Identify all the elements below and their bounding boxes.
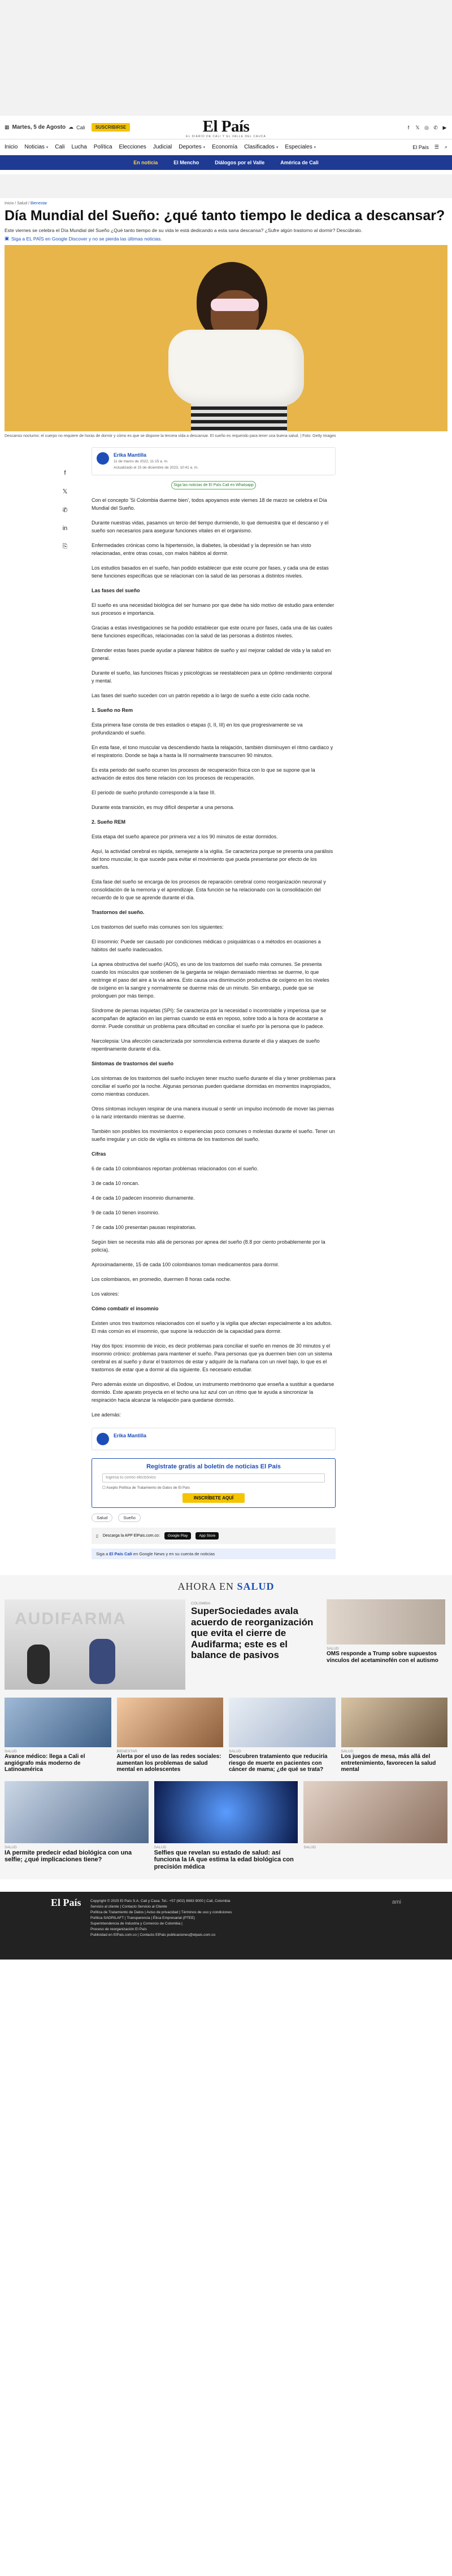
article-paragraph: Otros síntomas incluyen respirar de una manera inusual o sentir un impulso incómodo de mover las piernas o la nariz intentando mientras se duerme. bbox=[92, 1106, 334, 1119]
facebook-share-icon[interactable]: f bbox=[64, 470, 66, 476]
author-name[interactable]: Erika Mantilla bbox=[114, 1433, 147, 1438]
footer-line[interactable]: Política SAGRILAFT | Transparencia | Ética Empresarial (PTEE) bbox=[90, 1916, 195, 1921]
article-paragraph: Enfermedades crónicas como la hipertensión, la diabetes, la obesidad y la depresión se han visto relacionadas, entre otras cosas, con malos hábitos al dormir. bbox=[92, 543, 311, 556]
related-card bbox=[303, 1781, 447, 1871]
footer-logo[interactable]: El País bbox=[51, 1897, 81, 1909]
app-download-bar bbox=[92, 1528, 336, 1544]
article-paragraph: Gracias a estas investigaciones se ha podido establecer que este ocurre por fases, cada una de las cuales tiene funciones específicas, relacionadas con la salud de las personas a distintos niveles. bbox=[92, 625, 333, 638]
person-shape bbox=[89, 1639, 115, 1684]
article-paragraph: Aquí, la actividad cerebral es rápida, semejante a la vigilia. Se caracteriza porque se presenta una parálisis del tono muscular, lo que sucede para evitar el movimiento que pueda presentarse por efecto de los sueños. bbox=[92, 849, 333, 870]
hero-caption: Descanso nocturno: el cuerpo no requiere de horas de dormir y cómo es que se dispone la tercera vida a descansar. El sueño es requerido para tener una buena salud. | Foto: Getty Images bbox=[5, 434, 336, 438]
related-card-image[interactable] bbox=[117, 1698, 224, 1747]
author-box bbox=[92, 447, 336, 475]
nav-label: Clasificados bbox=[244, 144, 275, 150]
footer-line[interactable]: Superintendencia de Industria y Comercio de Colombia | bbox=[90, 1922, 182, 1926]
article-paragraph: Pero además existe un dispositivo, el Dodow, un instrumento metrónomo que enseña a sustituir a quedarse dormido. Este aparato proyecta en el techo una luz azul con un ritmo que te ayuda a sincronizar la respiración hacia alcanzar la relajación para quedarse dormido. bbox=[92, 1381, 334, 1403]
related-card bbox=[117, 1698, 224, 1773]
tag-item[interactable]: Salud bbox=[92, 1514, 112, 1522]
instagram-icon[interactable]: ◎ bbox=[424, 124, 429, 130]
subscribe-newsletter-button[interactable]: INSCRÍBETE AQUÍ bbox=[182, 1493, 245, 1503]
related-side-card bbox=[327, 1599, 445, 1690]
whatsapp-share-icon[interactable]: ✆ bbox=[62, 507, 68, 514]
facebook-icon[interactable]: f bbox=[407, 124, 410, 130]
hero-image bbox=[5, 245, 447, 431]
article-subheading: Las fases del sueño bbox=[92, 588, 140, 593]
related-card-title[interactable]: Los juegos de mesa, más allá del entretenimiento, favorecen la salud mental bbox=[341, 1753, 436, 1773]
related-top-row bbox=[5, 1599, 447, 1690]
current-date: Martes, 5 de Agosto bbox=[12, 124, 66, 130]
related-kicker: SALUD bbox=[154, 1845, 167, 1849]
trending-item[interactable]: Diálogos por el Valle bbox=[215, 160, 265, 165]
article-lead: Este viernes se celebra el Día Mundial del Sueño ¿Qué tanto tiempo de su vida le está dedicando a esta sana descansa? ¿Sufre algún trastorno al dormir? Descúbralo. bbox=[5, 228, 363, 233]
nav-item-deportes[interactable] bbox=[179, 144, 205, 150]
breadcrumb-item[interactable]: Salud bbox=[17, 202, 28, 205]
related-card bbox=[229, 1698, 336, 1773]
article-paragraph: Según bien se necesita más allá de personas por apnea del sueño (8.8 por ciento probablemente por la policía). bbox=[92, 1239, 325, 1253]
weather-city: Cali bbox=[76, 124, 85, 130]
google-discover-link[interactable] bbox=[0, 234, 452, 242]
chevron-down-icon: ▾ bbox=[314, 146, 316, 150]
article-paragraph: Esta primera fase consta de tres estadios o etapas (I, II, III) en los que progresivamente se va profundizando el sueño. bbox=[92, 722, 303, 736]
nav-label: Noticias bbox=[24, 144, 45, 150]
article-paragraph: En esta fase, el tono muscular va descendiendo hasta la relajación, también disminuyen el ritmo cardiaco y el respiratorio. Donde se baja a hasta la III normalmente transcurren 90 minutos. bbox=[92, 745, 333, 758]
article-paragraph: 6 de cada 10 colombianos reportan problemas relacionados con el sueño. bbox=[92, 1166, 259, 1171]
app-store-button[interactable]: App Store bbox=[195, 1532, 219, 1540]
top-ad-slot bbox=[0, 0, 452, 116]
logo-text[interactable]: El País bbox=[202, 117, 250, 135]
menu-logo-link[interactable]: El País bbox=[412, 144, 429, 150]
article-paragraph: Narcolepsia: Una afección caracterizada por somnolencia extrema durante el día y ataques de sueño repentinamente durante el día. bbox=[92, 1038, 320, 1052]
chevron-down-icon: ▾ bbox=[276, 146, 279, 150]
related-card-title[interactable]: Selfies que revelan su estado de salud: así funciona la IA que estima la edad biológica con precisión médica bbox=[154, 1849, 294, 1870]
gn-prefix: Siga a bbox=[96, 1551, 108, 1556]
related-main-image[interactable] bbox=[5, 1599, 185, 1690]
footer-line[interactable]: Copyright © 2025 El País S.A. Cali y Casa. Tel.: +57 (602) 8983 9000 | Cali, Colombia bbox=[90, 1899, 231, 1904]
related-kicker: SALUD bbox=[341, 1750, 354, 1753]
related-card-title[interactable]: Alerta por el uso de las redes sociales: aumentan los problemas de salud mental en adolescentes bbox=[116, 1753, 221, 1773]
related-card bbox=[5, 1698, 111, 1773]
article-paragraph: El sueño es una necesidad biológica del ser humano por que debe ha sido motivo de estudio para entender sus procesos e importancia. bbox=[92, 602, 334, 616]
banner-ad-slot bbox=[0, 174, 452, 198]
consent-label: Acepto Política de Tratamiento de Datos de El País bbox=[106, 1486, 190, 1490]
phone-icon: ▯ bbox=[96, 1534, 98, 1538]
related-main-text bbox=[191, 1599, 321, 1690]
link-share-icon[interactable]: ⎘ bbox=[62, 543, 68, 550]
nav-item-inicio[interactable]: Inicio bbox=[5, 144, 18, 150]
article-paragraph: Las fases del sueño suceden con un patrón repetido a lo largo de sueño a este ciclo cada noche. bbox=[92, 693, 311, 698]
nav-item-noticias[interactable] bbox=[24, 144, 48, 150]
site-footer bbox=[0, 1892, 452, 1960]
related-card-image[interactable] bbox=[341, 1698, 448, 1747]
site-logo[interactable] bbox=[0, 117, 452, 138]
email-field[interactable]: Ingresa tu correo electrónico bbox=[102, 1473, 325, 1482]
article-paragraph: 4 de cada 10 padecen insomnio diurnamente. bbox=[92, 1195, 195, 1201]
youtube-icon[interactable]: ▶ bbox=[442, 124, 447, 130]
related-grid-row-1 bbox=[5, 1698, 447, 1773]
trending-label: En noticia bbox=[133, 160, 158, 165]
related-kicker: SALUD bbox=[229, 1750, 241, 1753]
related-heading bbox=[5, 1581, 447, 1593]
google-play-button[interactable]: Google Play bbox=[164, 1532, 191, 1540]
consent-checkbox[interactable]: ☐ Acepto Política de Tratamiento de Datos de El País bbox=[102, 1486, 190, 1490]
article-subheading: 2. Sueño REM bbox=[92, 819, 126, 825]
whatsapp-follow-button[interactable]: Siga las noticias de El País Cali en Whatsapp bbox=[171, 481, 256, 489]
article-paragraph: Los colombianos, en promedio, duermen 8 horas cada noche. bbox=[92, 1276, 232, 1282]
article-paragraph: El periodo de sueño profundo corresponde a la fase III. bbox=[92, 790, 216, 795]
x-icon[interactable]: 𝕏 bbox=[415, 124, 420, 130]
breadcrumb: Inicio / Salud / Bienestar bbox=[5, 202, 47, 205]
share-rail bbox=[0, 447, 68, 1559]
linkedin-share-icon[interactable]: in bbox=[62, 525, 68, 532]
sleep-mask-shape bbox=[211, 299, 259, 311]
publish-date: 11 de marzo de 2022, 11:15 a. m. bbox=[114, 460, 168, 463]
related-side-title[interactable]: OMS responde a Trump sobre supuestos vínculos del acetaminofén con el autismo bbox=[327, 1651, 438, 1664]
article-paragraph: Los estudios basados en el sueño, han podido establecer que este ocurre por fases, y cada una de estas tiene funciones específicas que se relacionan con la salud de las personas a distintos niveles. bbox=[92, 565, 329, 579]
related-kicker: SALUD bbox=[327, 1647, 339, 1651]
nav-label: Especiales bbox=[285, 144, 312, 150]
nav-item-lucha[interactable]: Lucha bbox=[71, 144, 87, 150]
main-nav bbox=[0, 139, 452, 155]
update-date: Actualizado el 15 de diciembre de 2023, 10:41 a. m. bbox=[114, 466, 198, 470]
article-paragraph: 3 de cada 10 roncan. bbox=[92, 1180, 140, 1186]
image-sign-text: AUDIFARMA bbox=[15, 1610, 127, 1628]
whatsapp-icon[interactable]: ✆ bbox=[433, 124, 438, 130]
article-subheading: Cómo combatir el insomnio bbox=[92, 1306, 159, 1311]
related-kicker: SALUD bbox=[303, 1845, 316, 1849]
related-card-image[interactable] bbox=[303, 1781, 447, 1843]
trending-item[interactable]: América de Cali bbox=[280, 160, 319, 165]
article-subheading: Trastornos del sueño. bbox=[92, 909, 145, 915]
article-paragraph: Los síntomas de los trastornos del sueño incluyen tener mucho sueño durante el día y tener problemas para conciliar el sueño por la noche. Algunas personas pueden quedarse dormidas en momentos inapropiados, como mientras conducen. bbox=[92, 1075, 336, 1097]
gn-brand: El País Cali bbox=[109, 1551, 132, 1556]
related-card bbox=[154, 1781, 298, 1871]
nav-item-cali[interactable]: Cali bbox=[55, 144, 65, 150]
related-heading-a: AHORA EN bbox=[177, 1581, 234, 1592]
article-paragraph: Lee además: bbox=[92, 1412, 121, 1418]
nav-item-clasificados[interactable] bbox=[244, 144, 278, 150]
related-kicker: SALUD bbox=[5, 1750, 17, 1753]
related-kicker: COLOMBIA bbox=[191, 1602, 211, 1606]
article-paragraph: Entender estas fases puede ayudar a planear hábitos de sueño y así mejorar calidad de vida y la salud en general. bbox=[92, 648, 331, 661]
avatar[interactable] bbox=[97, 1433, 109, 1445]
trending-item[interactable]: El Mencho bbox=[173, 160, 199, 165]
menu-icon[interactable]: ☰ bbox=[434, 144, 439, 150]
nav-right bbox=[412, 144, 447, 150]
footer-line[interactable]: Política de Tratamiento de Datos | Aviso de privacidad | Términos de uso y condiciones bbox=[90, 1910, 232, 1915]
author-footer-box bbox=[92, 1428, 336, 1450]
chevron-down-icon: ▾ bbox=[46, 146, 49, 150]
article-subheading: Cifras bbox=[92, 1151, 106, 1157]
related-main-title[interactable]: SuperSociedades avala acuerdo de reorganización que evita el cierre de Audifarma; este es el balance de pasivos bbox=[191, 1606, 314, 1661]
article-paragraph: Esta fase del sueño se encarga de los procesos de reparación cerebral como reorganización neuronal y consolidación de la memoria y el aprendizaje. Esta función se ha relacionado con la consolidación del recuerdo de lo que se aprende durante el día. bbox=[92, 879, 326, 900]
related-section bbox=[0, 1575, 452, 1879]
breadcrumb-current[interactable]: Bienestar bbox=[30, 202, 47, 205]
gn-suffix: en Google News y en su cuenta de noticias bbox=[133, 1551, 215, 1556]
nav-item-especiales[interactable] bbox=[285, 144, 316, 150]
pillow-shape bbox=[168, 330, 304, 406]
related-card-image[interactable] bbox=[5, 1698, 111, 1747]
nav-item-politica[interactable]: Política bbox=[93, 144, 112, 150]
related-card-title[interactable]: Descubren tratamiento que reduciría riesgo de muerte en pacientes con cáncer de mama; ¿de qué se trata? bbox=[229, 1753, 328, 1773]
article-paragraph: Aproximadamente, 15 de cada 100 colombianos toman medicamentos para dormir. bbox=[92, 1262, 280, 1267]
top-bar bbox=[0, 116, 452, 139]
article-paragraph: Hay dos tipos: insomnio de inicio, es decir problemas para conciliar el sueño en menos de 30 minutos y el insomnio crónico: problemas para mantener el sueño. Para personas que ya duermen bien con un sistema cerebral es al sueño y durar el trastornos de estar y adquirir de la mañana con un nivel bajo, lo que es el trastornos de estar que a dormir al día siguiente. Es necesario estudiar. bbox=[92, 1343, 332, 1372]
author-name[interactable]: Erika Mantilla bbox=[114, 452, 147, 458]
related-card-image[interactable] bbox=[154, 1781, 298, 1843]
breadcrumb-item[interactable]: Inicio bbox=[5, 202, 14, 205]
article-paragraph: Síndrome de piernas inquietas (SPI): Se caracteriza por la necesidad o incontrolable y imperiosa que se acompañan de agitación en las piernas cuando se está en reposo, sobre todo a la hora de acostarse a dormir. Puede constituir un problema para dificultad en conciliar el sueño por la persona que lo padece. bbox=[92, 1008, 327, 1029]
nav-item-judicial[interactable]: Judicial bbox=[153, 144, 172, 150]
related-grid-row-2 bbox=[5, 1781, 447, 1871]
related-card bbox=[5, 1781, 149, 1871]
related-card-title[interactable]: Avance médico: llega a Cali el angiógrafo más moderno de Latinoamérica bbox=[5, 1753, 85, 1773]
footer-line[interactable]: Proceso de reorganización El País bbox=[90, 1927, 147, 1932]
google-discover-text: Siga a EL PAÍS en Google Discover y no se pierda las últimas noticias. bbox=[11, 235, 162, 242]
avatar[interactable] bbox=[97, 452, 109, 465]
nav-item-economia[interactable]: Economía bbox=[212, 144, 238, 150]
article-paragraph: El insomnio: Puede ser causado por condiciones médicas o psiquiátricas o a métodos en ocasiones a hábitos del sueño inadecuados. bbox=[92, 939, 321, 952]
article-paragraph: Esta etapa del sueño aparece por primera vez a los 90 minutos de estar dormidos. bbox=[92, 834, 278, 839]
article-title: Día Mundial del Sueño: ¿qué tanto tiempo le dedica a descansar? bbox=[5, 208, 445, 224]
google-news-follow[interactable] bbox=[92, 1549, 336, 1559]
article-paragraph: 9 de cada 10 tienen insomnio. bbox=[92, 1210, 160, 1215]
article-paragraph: Durante el sueño, las funciones físicas y psicológicas se reestablecen para un óptimo rendimiento corporal y mental. bbox=[92, 670, 332, 684]
newsletter-signup bbox=[92, 1458, 336, 1508]
subscribe-button[interactable]: SUSCRIBIRSE bbox=[92, 123, 131, 132]
tag-item[interactable]: Sueño bbox=[118, 1514, 141, 1522]
newsletter-title: Regístrate gratis al boletín de noticias El País bbox=[146, 1463, 281, 1470]
app-text: Descarga la APP ElPais.com.co: bbox=[102, 1534, 160, 1538]
footer-text bbox=[90, 1899, 401, 1938]
article-paragraph: 7 de cada 100 presentan pausas respiratorias. bbox=[92, 1224, 197, 1230]
article-subheading: 1. Sueño no Rem bbox=[92, 707, 133, 713]
logo-tagline: EL DIARIO DE CALI Y EL VALLE DEL CAUCA bbox=[186, 135, 266, 138]
related-card-image[interactable] bbox=[5, 1781, 149, 1843]
article-subheading: Síntomas de trastornos del sueño bbox=[92, 1061, 174, 1066]
article-paragraph: Es esta periodo del sueño ocurren los procesos de recuperación física con lo que se supone que la activación de estos dos tiene relación con los procesos de recuperación. bbox=[92, 767, 315, 781]
related-card-image[interactable] bbox=[229, 1698, 336, 1747]
article-body bbox=[92, 496, 336, 1419]
google-icon: ▣ bbox=[5, 235, 10, 241]
related-side-image[interactable] bbox=[327, 1599, 445, 1645]
article-column bbox=[92, 447, 340, 1559]
nav-item-elecciones[interactable]: Elecciones bbox=[119, 144, 146, 150]
tag-list bbox=[92, 1514, 336, 1522]
related-card bbox=[341, 1698, 448, 1773]
related-heading-b: SALUD bbox=[237, 1581, 275, 1592]
footer-line[interactable]: Publicidad en ElPais.com.co | Contacto ElPais publicaciones@elpais.com.co bbox=[90, 1933, 216, 1938]
trending-bar bbox=[0, 155, 452, 170]
person-shape bbox=[27, 1645, 50, 1684]
calendar-icon: ▦ bbox=[5, 124, 10, 130]
related-kicker: SALUD bbox=[5, 1845, 17, 1849]
article-paragraph: Existen unos tres trastornos relacionados con el sueño y la vigilia que afectan especialmente a los adultos. El más común es el insomnio, que supone la reducción de la capacidad para dormir. bbox=[92, 1320, 332, 1334]
article-paragraph: También son posibles los movimientos o experiencias poco comunes o molestas durante el sueño. Tener un sueño irregular y un ciclo de vigilia es síntoma de los trastornos del sueño. bbox=[92, 1129, 335, 1142]
article-content bbox=[0, 439, 452, 1559]
article-paragraph: Con el concepto 'Si Colombia duerme bien', todos apoyamos este viernes 18 de marzo se celebra el Día Mundial del Sueño. bbox=[92, 497, 327, 511]
chevron-down-icon: ▾ bbox=[203, 146, 206, 150]
footer-line[interactable]: Servicio al cliente | Contacto Servicio al Cliente bbox=[90, 1905, 167, 1909]
article-paragraph: Durante esta transición, es muy difícil despertar a una persona. bbox=[92, 804, 234, 810]
related-card-title[interactable]: IA permite predecir edad biológica con una selfie; ¿qué implicaciones tiene? bbox=[5, 1849, 132, 1864]
weather-icon: ☁ bbox=[68, 124, 74, 130]
article-paragraph: Los valores: bbox=[92, 1291, 119, 1297]
article-paragraph: Los trastornos del sueño más comunes son los siguientes: bbox=[92, 924, 224, 930]
article-paragraph: Durante nuestras vidas, pasamos un tercio del tiempo durmiendo, lo que demuestra que el descanso y el sueño son necesarios para asegurar funciones vitales en el organismo. bbox=[92, 520, 329, 533]
x-share-icon[interactable]: 𝕏 bbox=[62, 488, 68, 495]
nav-label: Deportes bbox=[179, 144, 202, 150]
article-paragraph: La apnea obstructiva del sueño (AOS), es uno de los trastornos del sueño más comunes. Se presenta cuando los músculos que sostienen de la garganta se relajan demasiado mientras se duerme, lo que restringe el paso del aire a la vía aérea. Esto causa una disminución productiva de oxígeno en los niveles de oxígeno en la sangre y normalmente se duerme más de un minuto. Sin embargo, puede que se prolonguen por más tiempo. bbox=[92, 961, 329, 999]
search-icon[interactable]: ⌕ bbox=[444, 144, 447, 150]
ami-badge: ami bbox=[392, 1899, 401, 1906]
related-kicker: BIENESTAR bbox=[116, 1750, 137, 1753]
